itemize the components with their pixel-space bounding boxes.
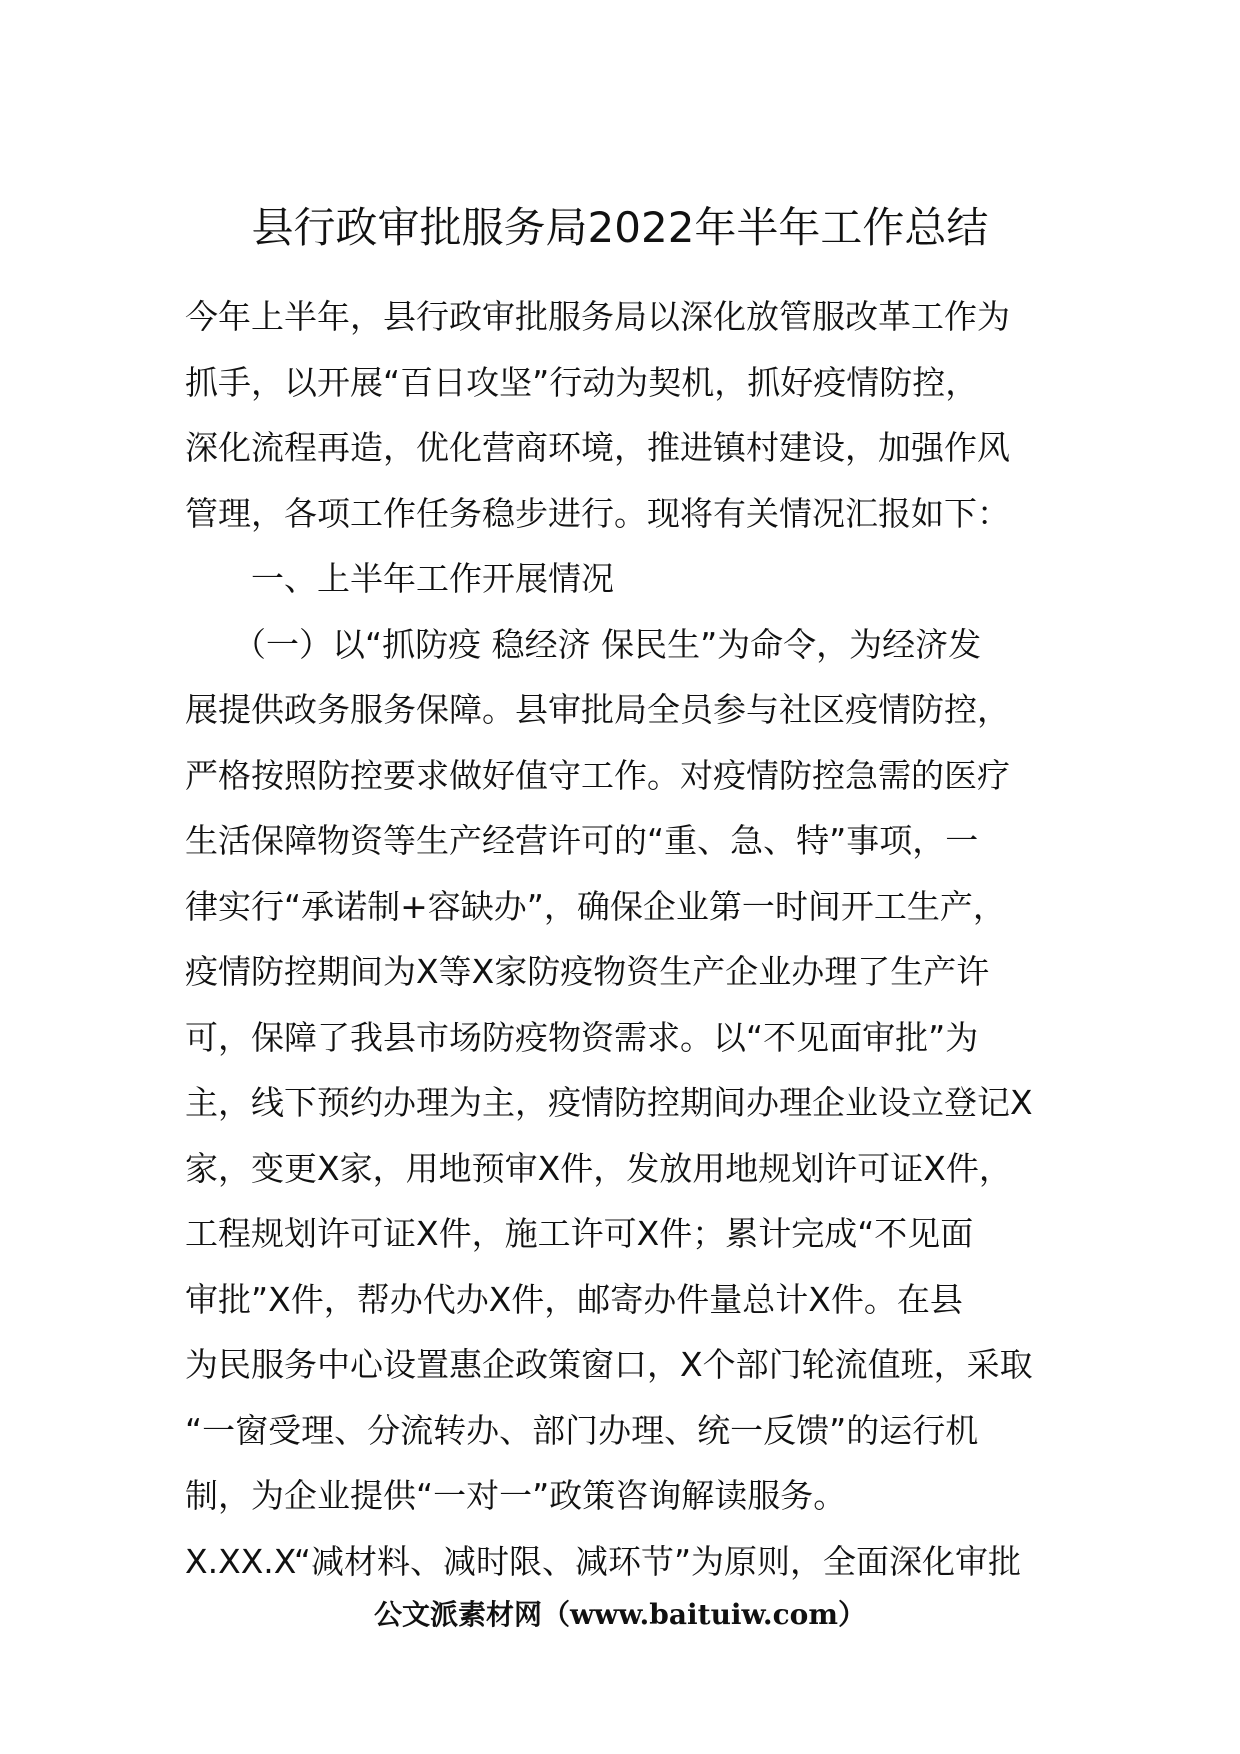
body-line: 疫情防控期间为X等X家防疫物资生产企业办理了生产许 bbox=[185, 952, 990, 991]
body-line: 审批”X件，帮办代办X件，邮寄办件量总计X件。在县 bbox=[185, 1279, 963, 1319]
body-line: 抓手，以开展“百日攻坚”行动为契机，抓好疫情防控， bbox=[185, 362, 979, 402]
body-line: （一）以“抓防疫 稳经济 保民生”为命令，为经济发 bbox=[233, 624, 982, 664]
body-line: 管理，各项工作任务稳步进行。现将有关情况汇报如下： bbox=[185, 493, 1010, 533]
body-line: 工程规划许可证X件，施工许可X件；累计完成“不见面 bbox=[185, 1214, 974, 1253]
document-title: 县行政审批服务局2022年半年工作总结 bbox=[251, 203, 989, 252]
body-line: 展提供政务服务保障。县审批局全员参与社区疫情防控， bbox=[185, 690, 1010, 729]
body-line: 主，线下预约办理为主，疫情防控期间办理企业设立登记X bbox=[185, 1083, 1033, 1122]
body-line: 严格按照防控要求做好值守工作。对疫情防控急需的医疗 bbox=[185, 755, 1010, 795]
body-line: 为民服务中心设置惠企政策窗口，X个部门轮流值班，采取 bbox=[185, 1345, 1033, 1384]
body-line: 生活保障物资等生产经营许可的“重、急、特”事项，一 bbox=[185, 821, 979, 860]
document-body bbox=[185, 292, 1085, 1602]
section-heading: 一、上半年工作开展情况 bbox=[251, 559, 614, 598]
body-line: 深化流程再造，优化营商环境，推进镇村建设，加强作风 bbox=[185, 428, 1010, 467]
body-line: 制，为企业提供“一对一”政策咨询解读服务。 bbox=[185, 1476, 847, 1515]
body-line: 今年上半年，县行政审批服务局以深化放管服改革工作为 bbox=[185, 297, 1010, 336]
body-line: 可，保障了我县市场防疫物资需求。以“不见面审批”为 bbox=[185, 1017, 979, 1057]
body-line: “一窗受理、分流转办、部门办理、统一反馈”的运行机 bbox=[185, 1410, 979, 1450]
body-line: 律实行“承诺制+容缺办”，确保企业第一时间开工生产， bbox=[185, 886, 1006, 926]
body-line: 家，变更X家，用地预审X件，发放用地规划许可证X件， bbox=[185, 1148, 1012, 1188]
footer-watermark: 公文派素材网（www.baituiw.com） bbox=[374, 1598, 866, 1631]
body-line: X.XX.X“减材料、减时限、减环节”为原则，全面深化审批 bbox=[185, 1541, 1022, 1581]
